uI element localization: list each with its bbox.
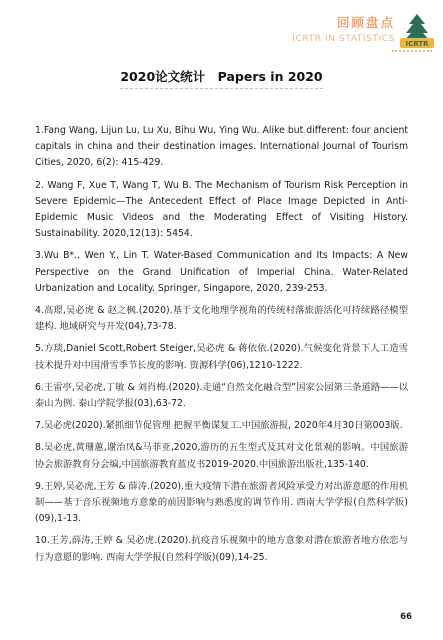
page-number: 66 bbox=[400, 612, 412, 622]
reference-item: 1.Fang Wang, Lijun Lu, Lu Xu, Bihu Wu, Ying Wu. Alike but different: four ancient capitals in china and their destination images. International Journal of Tourism Cities, 2020, 6(2): 415-429. bbox=[35, 125, 408, 169]
brand-title-en: ICRTR IN STATISTICS bbox=[292, 33, 395, 44]
reference-item: 6.王雷亭,吴必虎,丁敏 & 刘肖梅.(2020).走通“自然文化融合型”国家公园第三条道路——以泰山为例. 泰山学院学报(03),63-72. bbox=[35, 381, 408, 410]
reference-item: 9.王婷,吴必虎,王芳 & 薛涛.(2020).重大疫情下潜在旅游者风险承受力对出游意愿的作用机制——基于音乐视频地方意象的前因影响与熟悉度的调节作用. 西南大学学报(自然科学版)(09),1-13. bbox=[35, 480, 408, 525]
reference-item: 4.高璟,吴必虎 & 赵之枫.(2020).基于文化地理学视角的传统村落旅游活化可持续路径模型建构. 地域研究与开发(04),73-78. bbox=[35, 305, 408, 333]
brand-title-cn: 回顾盘点 bbox=[336, 15, 395, 30]
header-divider bbox=[392, 50, 432, 54]
reference-item: 2. Wang F, Xue T, Wang T, Wu B. The Mechanism of Tourism Risk Perception in Severe Epidemic—The Antecedent Effect of Place Image Depicted in Anti-Epidemic Music Videos and the Moderating Effect of Visiting History. Sustainability. 2020,12(13): 5454. bbox=[35, 179, 408, 240]
reference-item: 10.王芳,薛涛,王婷 & 吴必虎.(2020).抗疫音乐视频中的地方意象对潜在旅游者地方依恋与行为意愿的影响. 西南大学学报(自然科学版)(09),14-25. bbox=[35, 535, 408, 563]
reference-item: 3.Wu B*., Wen Y., Lin T. Water-Based Communication and Its Impacts: A New Perspective on the Grand Unification of Imperial China. Water-Related Urbanization and Locality. Springer, Singapore, 2020, 239-253. bbox=[35, 250, 408, 294]
reference-list bbox=[35, 123, 408, 572]
reference-item: 5.方琰,Daniel Scott,Robert Steiger,吴必虎 & 蒋依依.(2020).气候变化背景下人工造雪技术提升对中国滑雪季节长度的影响. 资源科学(06),1210-1222. bbox=[35, 343, 408, 371]
reference-item: 7.吴必虎(2020).紧抓细节促管理 把握平衡谋复工.中国旅游报, 2020年4月30日第003版. bbox=[35, 420, 403, 432]
header-brand bbox=[292, 17, 395, 44]
title-underline bbox=[120, 88, 323, 89]
logo-wordmark: ICRTR bbox=[405, 40, 429, 48]
reference-item: 8.吴必虎,黄珊蕙,谢治凤&马菲亚,2020,游历的五生型式及其对文化景观的影响。中国旅游协会旅游教育分会编,中国旅游教育蓝皮书2019-2020.中国旅游出版社,135-140. bbox=[35, 442, 408, 470]
icrtr-logo bbox=[399, 12, 435, 50]
page-title: 2020论文统计 Papers in 2020 bbox=[120, 69, 323, 84]
